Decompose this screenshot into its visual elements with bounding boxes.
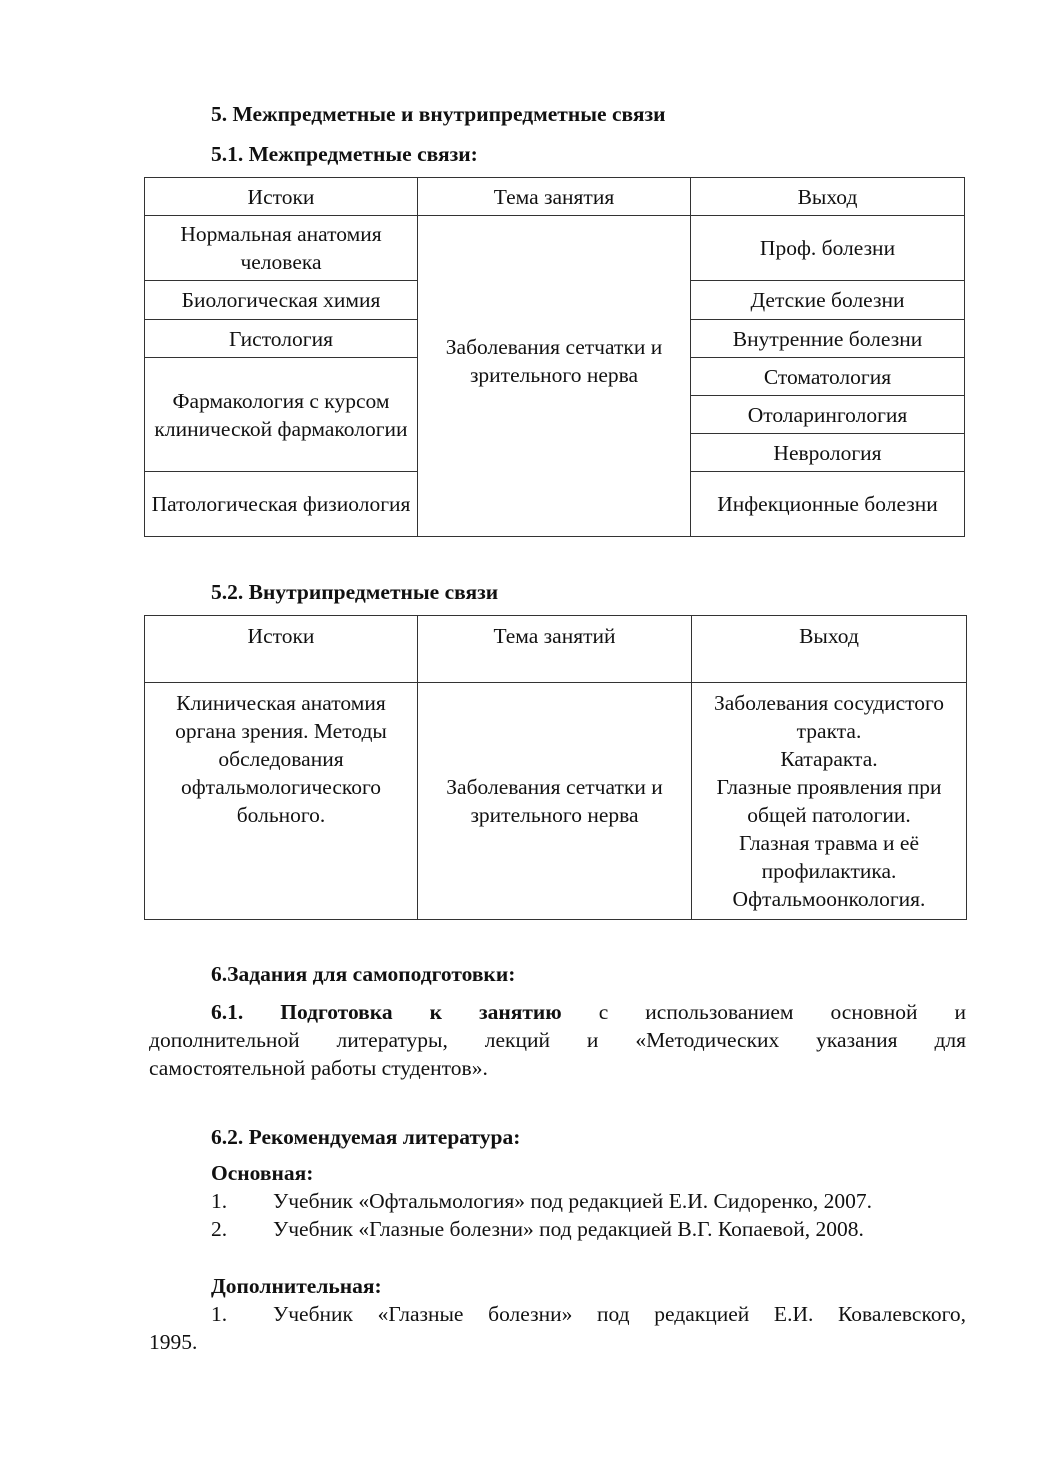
section61-line1 — [211, 998, 966, 1026]
table1-source-cell: Гистология — [145, 320, 418, 358]
table1-source-cell: Патологическая физиология — [145, 472, 418, 537]
section51-heading: 5.1. Межпредметные связи: — [211, 142, 478, 166]
table1-source-cell: Биологическая химия — [145, 281, 418, 320]
table1-topic-cell: Заболевания сетчатки и зрительного нерва — [418, 216, 691, 537]
section52-heading: 5.2. Внутрипредметные связи — [211, 580, 499, 604]
table1-output-cell: Инфекционные болезни — [691, 472, 965, 537]
table2-header-topic: Тема занятий — [418, 616, 692, 683]
extra-item-number: 1. — [211, 1302, 228, 1326]
interdisciplinary-table — [144, 177, 965, 537]
table1-output-cell: Детские болезни — [691, 281, 965, 320]
table2-source-cell: Клиническая анатомия органа зрения. Методы обследования офтальмологического больного. — [145, 683, 418, 920]
section5-heading: 5. Межпредметные и внутрипредметные связи — [211, 102, 666, 126]
table2-header-output: Выход — [692, 616, 967, 683]
table2-output-line: Глазные проявления при общей патологии. — [716, 775, 942, 827]
table1-output-cell: Отоларингология — [691, 396, 965, 434]
table1-source-cell: Фармакология с курсом клинической фармакологии — [145, 358, 418, 472]
table1-header-output: Выход — [691, 178, 965, 216]
table2-output-line: Офтальмоонкология. — [732, 887, 926, 911]
section61-line3: самостоятельной работы студентов». — [149, 1056, 488, 1080]
table1-output-cell: Неврология — [691, 434, 965, 472]
intradisciplinary-table — [144, 615, 967, 920]
table1-header-topic: Тема занятия — [418, 178, 691, 216]
main-literature-label: Основная: — [211, 1161, 314, 1185]
main-item-number: 1. — [211, 1189, 228, 1213]
main-item-text: Учебник «Офтальмология» под редакцией Е.И. Сидоренко, 2007. — [273, 1189, 873, 1213]
table2-output-line: Заболевания сосудистого тракта. — [713, 691, 945, 743]
table1-source-cell: Нормальная анатомия человека — [145, 216, 418, 281]
main-item-number: 2. — [211, 1217, 228, 1241]
table2-header-sources: Истоки — [145, 616, 418, 683]
table1-output-cell: Стоматология — [691, 358, 965, 396]
section61-line1-text: с использованием основной и — [598, 1000, 967, 1024]
extra-item-text-continued: 1995. — [149, 1330, 198, 1354]
section61-line2: дополнительной литературы, лекций и «Методических указания для — [149, 1028, 966, 1052]
extra-literature-label: Дополнительная: — [211, 1274, 382, 1298]
table2-topic-cell: Заболевания сетчатки и зрительного нерва — [418, 683, 692, 920]
section6-heading: 6.Задания для самоподготовки: — [211, 962, 516, 986]
extra-item-text: Учебник «Глазные болезни» под редакцией Е.И. Ковалевского, — [273, 1302, 966, 1326]
table1-output-cell: Проф. болезни — [691, 216, 965, 281]
main-item-text: Учебник «Глазные болезни» под редакцией В.Г. Копаевой, 2008. — [273, 1217, 864, 1241]
section62-heading: 6.2. Рекомендуемая литература: — [211, 1125, 521, 1149]
table2-output-line: Катаракта. — [780, 747, 878, 771]
table2-output-cell — [692, 683, 967, 920]
table2-output-line: Глазная травма и её профилактика. — [739, 831, 919, 883]
table1-output-cell: Внутренние болезни — [691, 320, 965, 358]
table1-header-sources: Истоки — [145, 178, 418, 216]
section61-label: 6.1. Подготовка к занятию — [211, 1000, 562, 1024]
